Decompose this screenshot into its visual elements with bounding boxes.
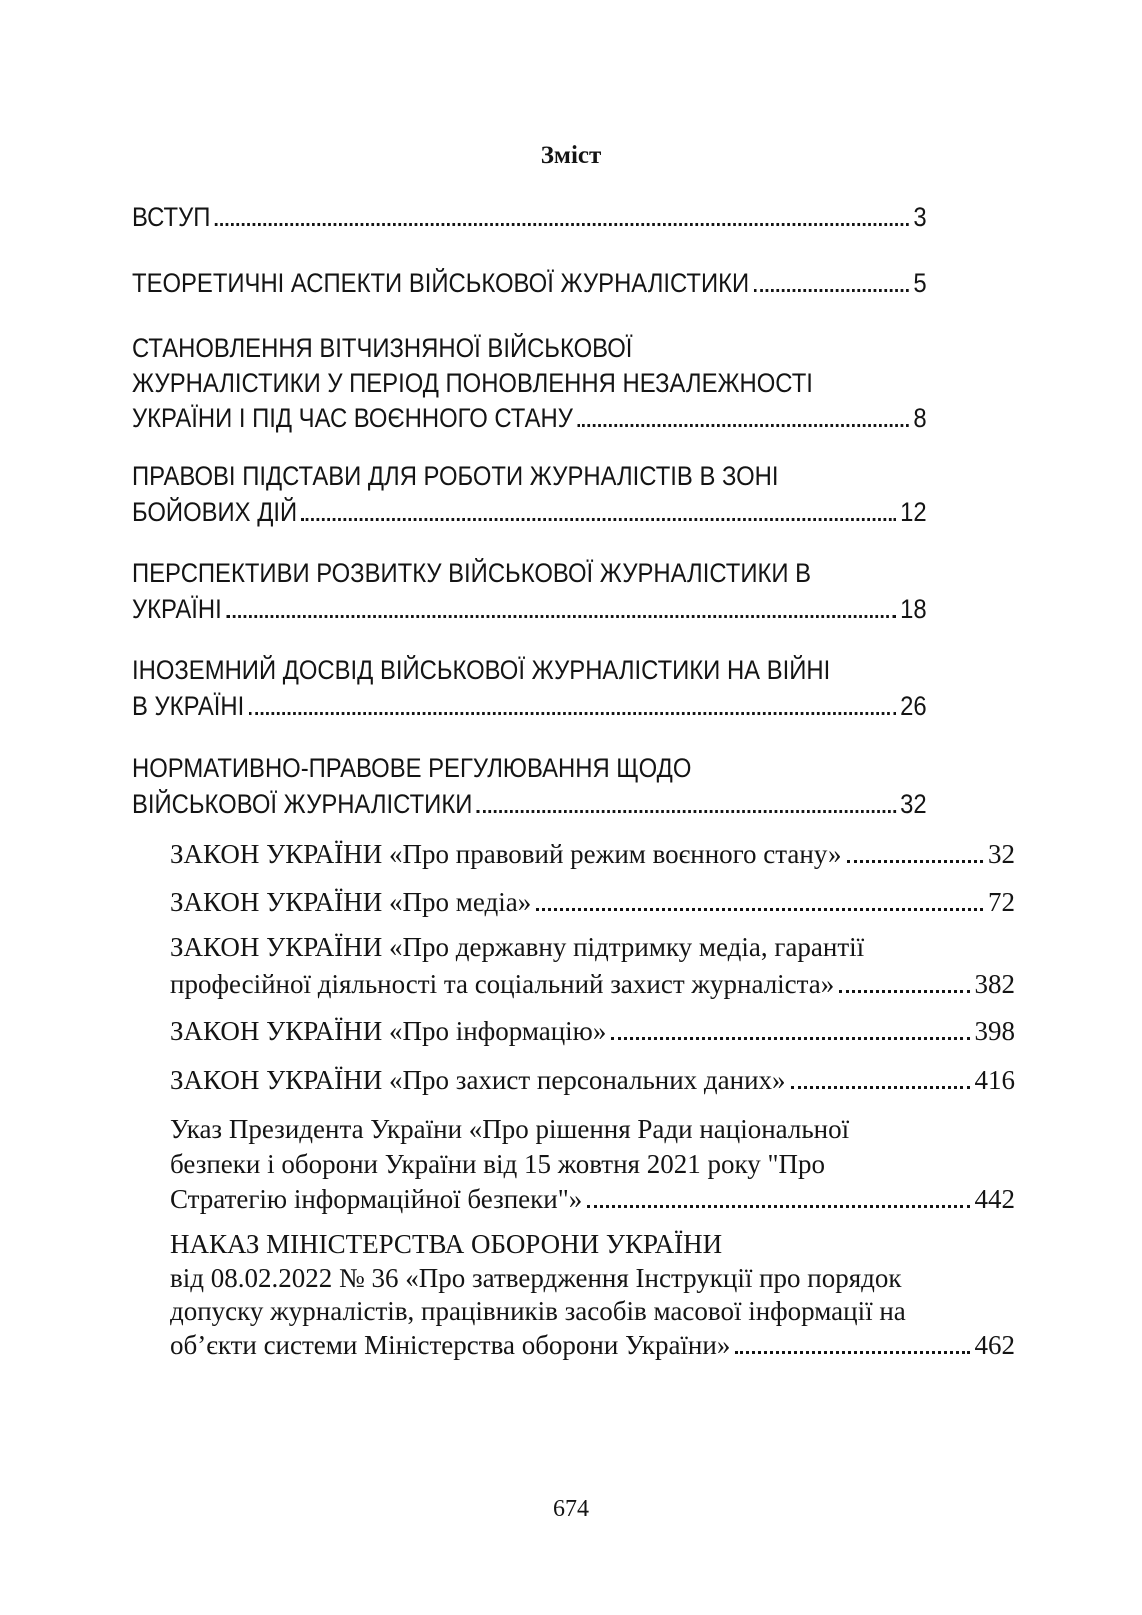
toc-page-number: 12 bbox=[900, 497, 927, 527]
toc-page-number: 462 bbox=[974, 1329, 1015, 1360]
dot-leader bbox=[847, 860, 983, 863]
toc-page-number: 32 bbox=[900, 789, 927, 819]
toc-entry-line: безпеки і оборони України від 15 жовтня 2021 року "Про bbox=[170, 1149, 825, 1179]
dot-leader bbox=[791, 1086, 970, 1089]
toc-entry-text: БОЙОВИХ ДІЙ bbox=[132, 497, 298, 527]
toc-page-number: 8 bbox=[913, 403, 927, 433]
toc-page-number: 18 bbox=[900, 594, 927, 624]
dot-leader bbox=[477, 810, 896, 813]
toc-entry-text: професійної діяльності та соціальний захист журналіста» bbox=[170, 969, 835, 999]
toc-page-number: 442 bbox=[974, 1184, 1015, 1214]
toc-entry-text: об’єкти системи Міністерства оборони України» bbox=[170, 1329, 731, 1360]
toc-entry-text: ТЕОРЕТИЧНІ АСПЕКТИ ВІЙСЬКОВОЇ ЖУРНАЛІСТИКИ bbox=[132, 268, 750, 298]
toc-page-number: 382 bbox=[974, 969, 1015, 999]
toc-entry-line: ЖУРНАЛІСТИКИ У ПЕРІОД ПОНОВЛЕННЯ НЕЗАЛЕЖНОСТІ bbox=[132, 368, 813, 398]
toc-page-number: 398 bbox=[974, 1016, 1015, 1046]
page-number: 674 bbox=[553, 1496, 589, 1522]
toc-entry-last-line bbox=[170, 1062, 1015, 1098]
dot-leader bbox=[839, 990, 969, 993]
toc-page-number: 26 bbox=[900, 691, 927, 721]
toc-entry-text: Стратегію інформаційної безпеки"» bbox=[170, 1184, 583, 1214]
toc-entry-text: ЗАКОН УКРАЇНИ «Про інформацію» bbox=[170, 1016, 607, 1046]
dot-leader bbox=[226, 615, 895, 618]
toc-entry-line: ПРАВОВІ ПІДСТАВИ ДЛЯ РОБОТИ ЖУРНАЛІСТІВ В ЗОНІ bbox=[132, 461, 779, 491]
toc-entry-last-line bbox=[170, 1327, 1015, 1363]
toc-entry-line: Указ Президента України «Про рішення Ради національної bbox=[170, 1114, 850, 1144]
toc-entry-line: ПЕРСПЕКТИВИ РОЗВИТКУ ВІЙСЬКОВОЇ ЖУРНАЛІСТИКИ В bbox=[132, 558, 812, 588]
toc-page-number: 72 bbox=[988, 887, 1015, 917]
toc-entry-last-line bbox=[132, 688, 927, 724]
toc-entry-line: ЗАКОН УКРАЇНИ «Про державну підтримку медіа, гарантії bbox=[170, 932, 865, 962]
dot-leader bbox=[587, 1205, 969, 1208]
toc-entry-text: ВІЙСЬКОВОЇ ЖУРНАЛІСТИКИ bbox=[132, 789, 473, 819]
dot-leader bbox=[536, 908, 983, 911]
toc-entry-text: ЗАКОН УКРАЇНИ «Про правовий режим воєнного стану» bbox=[170, 839, 842, 869]
toc-entry-last-line bbox=[132, 265, 927, 301]
toc-entry-line: НАКАЗ МІНІСТЕРСТВА ОБОРОНИ УКРАЇНИ bbox=[170, 1229, 723, 1259]
toc-page-number: 32 bbox=[988, 839, 1015, 869]
toc-entry-line: ІНОЗЕМНИЙ ДОСВІД ВІЙСЬКОВОЇ ЖУРНАЛІСТИКИ НА ВІЙНІ bbox=[132, 655, 831, 685]
toc-entry-last-line bbox=[132, 494, 927, 530]
toc-page-number: 416 bbox=[974, 1065, 1015, 1095]
toc-entry-last-line bbox=[170, 836, 1015, 872]
toc-entry-last-line bbox=[132, 591, 927, 627]
toc-entry-last-line bbox=[170, 1013, 1015, 1049]
dot-leader bbox=[577, 424, 909, 427]
toc-entry-last-line bbox=[170, 1181, 1015, 1217]
toc-entry-text: ЗАКОН УКРАЇНИ «Про медіа» bbox=[170, 887, 532, 917]
toc-entry-text: УКРАЇНІ bbox=[132, 594, 222, 624]
dot-leader bbox=[611, 1037, 969, 1040]
toc-entry-text: ЗАКОН УКРАЇНИ «Про захист персональних даних» bbox=[170, 1065, 786, 1095]
toc-entry-line: СТАНОВЛЕННЯ ВІТЧИЗНЯНОЇ ВІЙСЬКОВОЇ bbox=[132, 333, 633, 363]
toc-entry-last-line bbox=[170, 966, 1015, 1002]
toc-entry-line: допуску журналістів, працівників засобів масової інформації на bbox=[170, 1296, 906, 1326]
toc-title: Зміст bbox=[540, 142, 602, 169]
toc-entry-text: УКРАЇНИ І ПІД ЧАС ВОЄННОГО СТАНУ bbox=[132, 403, 573, 433]
toc-entry-line: НОРМАТИВНО-ПРАВОВЕ РЕГУЛЮВАННЯ ЩОДО bbox=[132, 753, 692, 783]
dot-leader bbox=[215, 223, 909, 226]
dot-leader bbox=[735, 1351, 969, 1354]
toc-entry-last-line bbox=[132, 786, 927, 822]
toc-entry-text: В УКРАЇНІ bbox=[132, 691, 245, 721]
toc-page-number: 5 bbox=[913, 268, 927, 298]
toc-entry-text: ВСТУП bbox=[132, 202, 211, 232]
dot-leader bbox=[754, 289, 909, 292]
toc-entry-last-line bbox=[170, 884, 1015, 920]
toc-entry-line: від 08.02.2022 № 36 «Про затвердження Інструкції про порядок bbox=[170, 1262, 902, 1293]
toc-page-number: 3 bbox=[913, 202, 927, 232]
toc-entry-last-line bbox=[132, 199, 927, 235]
toc-entry-last-line bbox=[132, 400, 927, 436]
dot-leader bbox=[249, 712, 896, 715]
dot-leader bbox=[302, 518, 896, 521]
